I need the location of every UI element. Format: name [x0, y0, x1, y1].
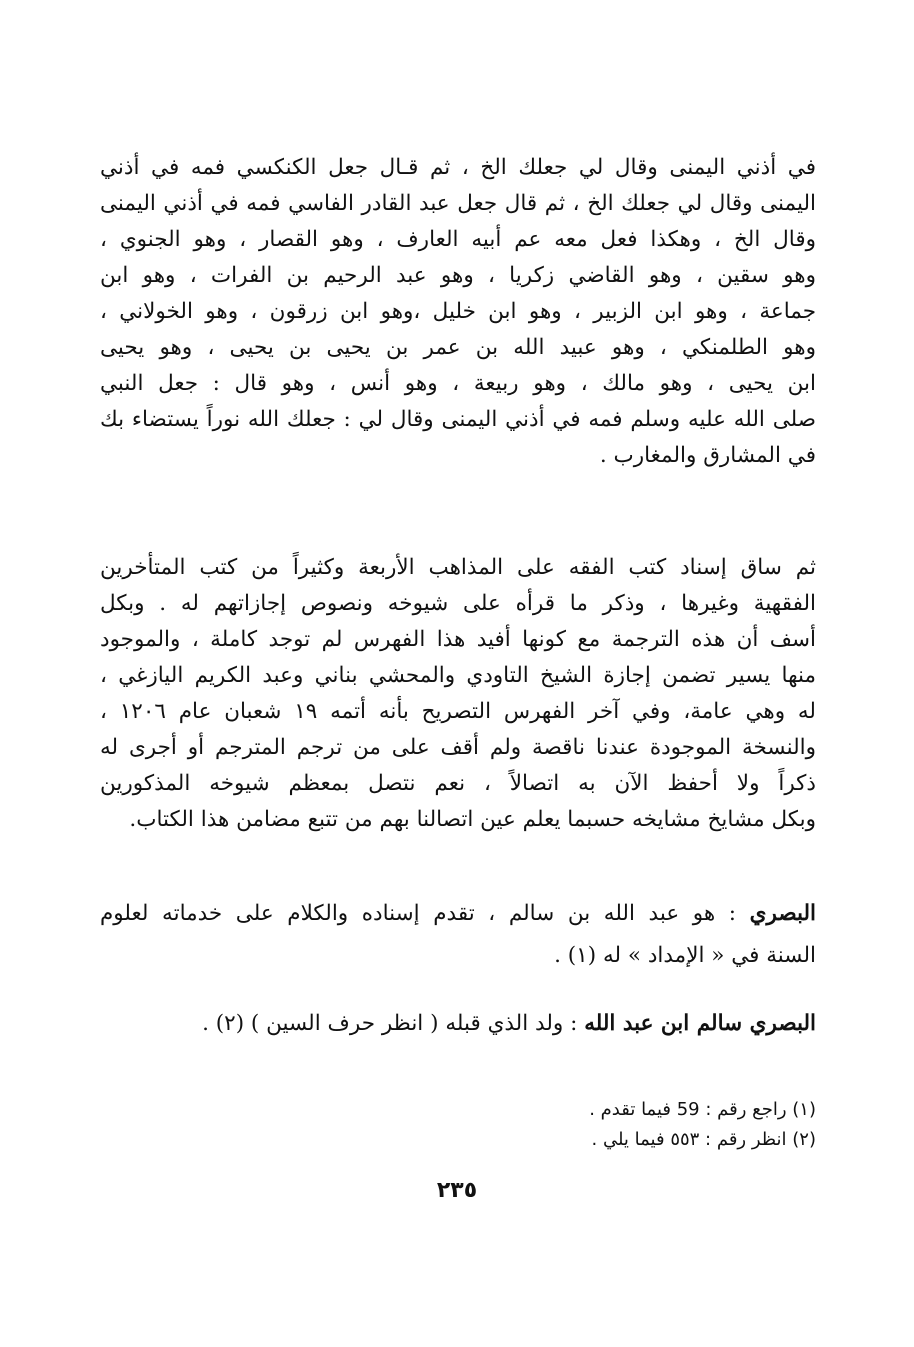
text-line: وبكل مشايخ مشايخه حسبما يعلم عين اتصالنا بهم من تتبع مضامن هذا الكتاب.: [129, 807, 816, 832]
text-line: ابن يحيى ، وهو مالك ، وهو ربيعة ، وهو أنس ، وهو قال : جعل النبي: [100, 371, 816, 396]
entry-basri-salim: [100, 1003, 816, 1045]
text-line: في أذني اليمنى وقال لي جعلك الخ ، ثم قـال جعل الكنكسي فمه في أذني: [100, 155, 816, 180]
paragraph-chain-of-transmission: [100, 150, 816, 474]
text-line: منها يسير تضمن إجازة الشيخ التاودي والمحشي بناني وعبد الكريم اليازغي ،: [100, 663, 816, 688]
text-line: في المشارق والمغارب .: [599, 443, 816, 468]
text-line: اليمنى وقال لي جعلك الخ ، ثم قال جعل عبد القادر الفاسي فمه في أذني اليمنى: [100, 191, 816, 216]
entry-line: [100, 893, 816, 935]
entry-headword: البصري: [749, 901, 816, 926]
entry-text: : هو عبد الله بن سالم ، تقدم إسناده والكلام على خدماته لعلوم: [100, 901, 750, 926]
text-line: له وهي عامة، وفي آخر الفهرس التصريح بأنه أتمه ١٩ شعبان عام ١٢٠٦ ،: [100, 699, 816, 724]
footnotes: [300, 1095, 816, 1155]
text-line: صلى الله عليه وسلم فمه في أذني اليمنى وقال لي : جعلك الله نوراً يستضاء بك: [100, 407, 816, 432]
text-line: أسف أن هذه الترجمة مع كونها أفيد هذا الفهرس لم توجد كاملة ، والموجود: [100, 627, 816, 652]
page-number: ٢٣٥: [436, 1178, 478, 1203]
text-line: جماعة ، وهو ابن الزبير ، وهو ابن خليل ،وهو ابن زرقون ، وهو الخولاني ،: [100, 299, 816, 324]
paragraph-fiqh-isnad: [100, 550, 816, 838]
entry-line: [100, 1003, 816, 1045]
text-line: وهو سقين ، وهو القاضي زكريا ، وهو عبد الرحيم بن الفرات ، وهو ابن: [100, 263, 816, 288]
entry-headword: البصري سالم ابن عبد الله: [584, 1011, 816, 1036]
entry-line: السنة في « الإمداد » له (١) .: [554, 943, 816, 968]
text-line: وهو الطلمنكي ، وهو عبيد الله بن عمر بن يحيى بن يحيى ، وهو يحيى: [100, 335, 816, 360]
text-line: ذكراً ولا أحفظ الآن به اتصالاً ، نعم نتصل بمعظم شيوخه المذكورين: [100, 771, 816, 796]
entry-basri-abdullah: [100, 893, 816, 977]
footnote-2: (٢) انظر رقم : ٥٥٣ فيما يلي .: [591, 1129, 816, 1150]
text-line: وقال الخ ، وهكذا فعل معه عم أبيه العارف ، وهو القصار ، وهو الجنوي ،: [100, 227, 816, 252]
entry-text: : ولد الذي قبله ( انظر حرف السين ) (٢) .: [202, 1011, 585, 1036]
text-line: الفقهية وغيرها ، وذكر ما قرأه على شيوخه ونصوص إجازاتهم له . وبكل: [100, 591, 816, 616]
text-line: والنسخة الموجودة عندنا ناقصة ولم أقف على من ترجم المترجم أو أجرى له: [100, 735, 816, 760]
footnote-1: (١) راجع رقم : 59 فيما تقدم .: [589, 1099, 816, 1120]
text-line: ثم ساق إسناد كتب الفقه على المذاهب الأربعة وكثيراً من كتب المتأخرين: [100, 555, 816, 580]
